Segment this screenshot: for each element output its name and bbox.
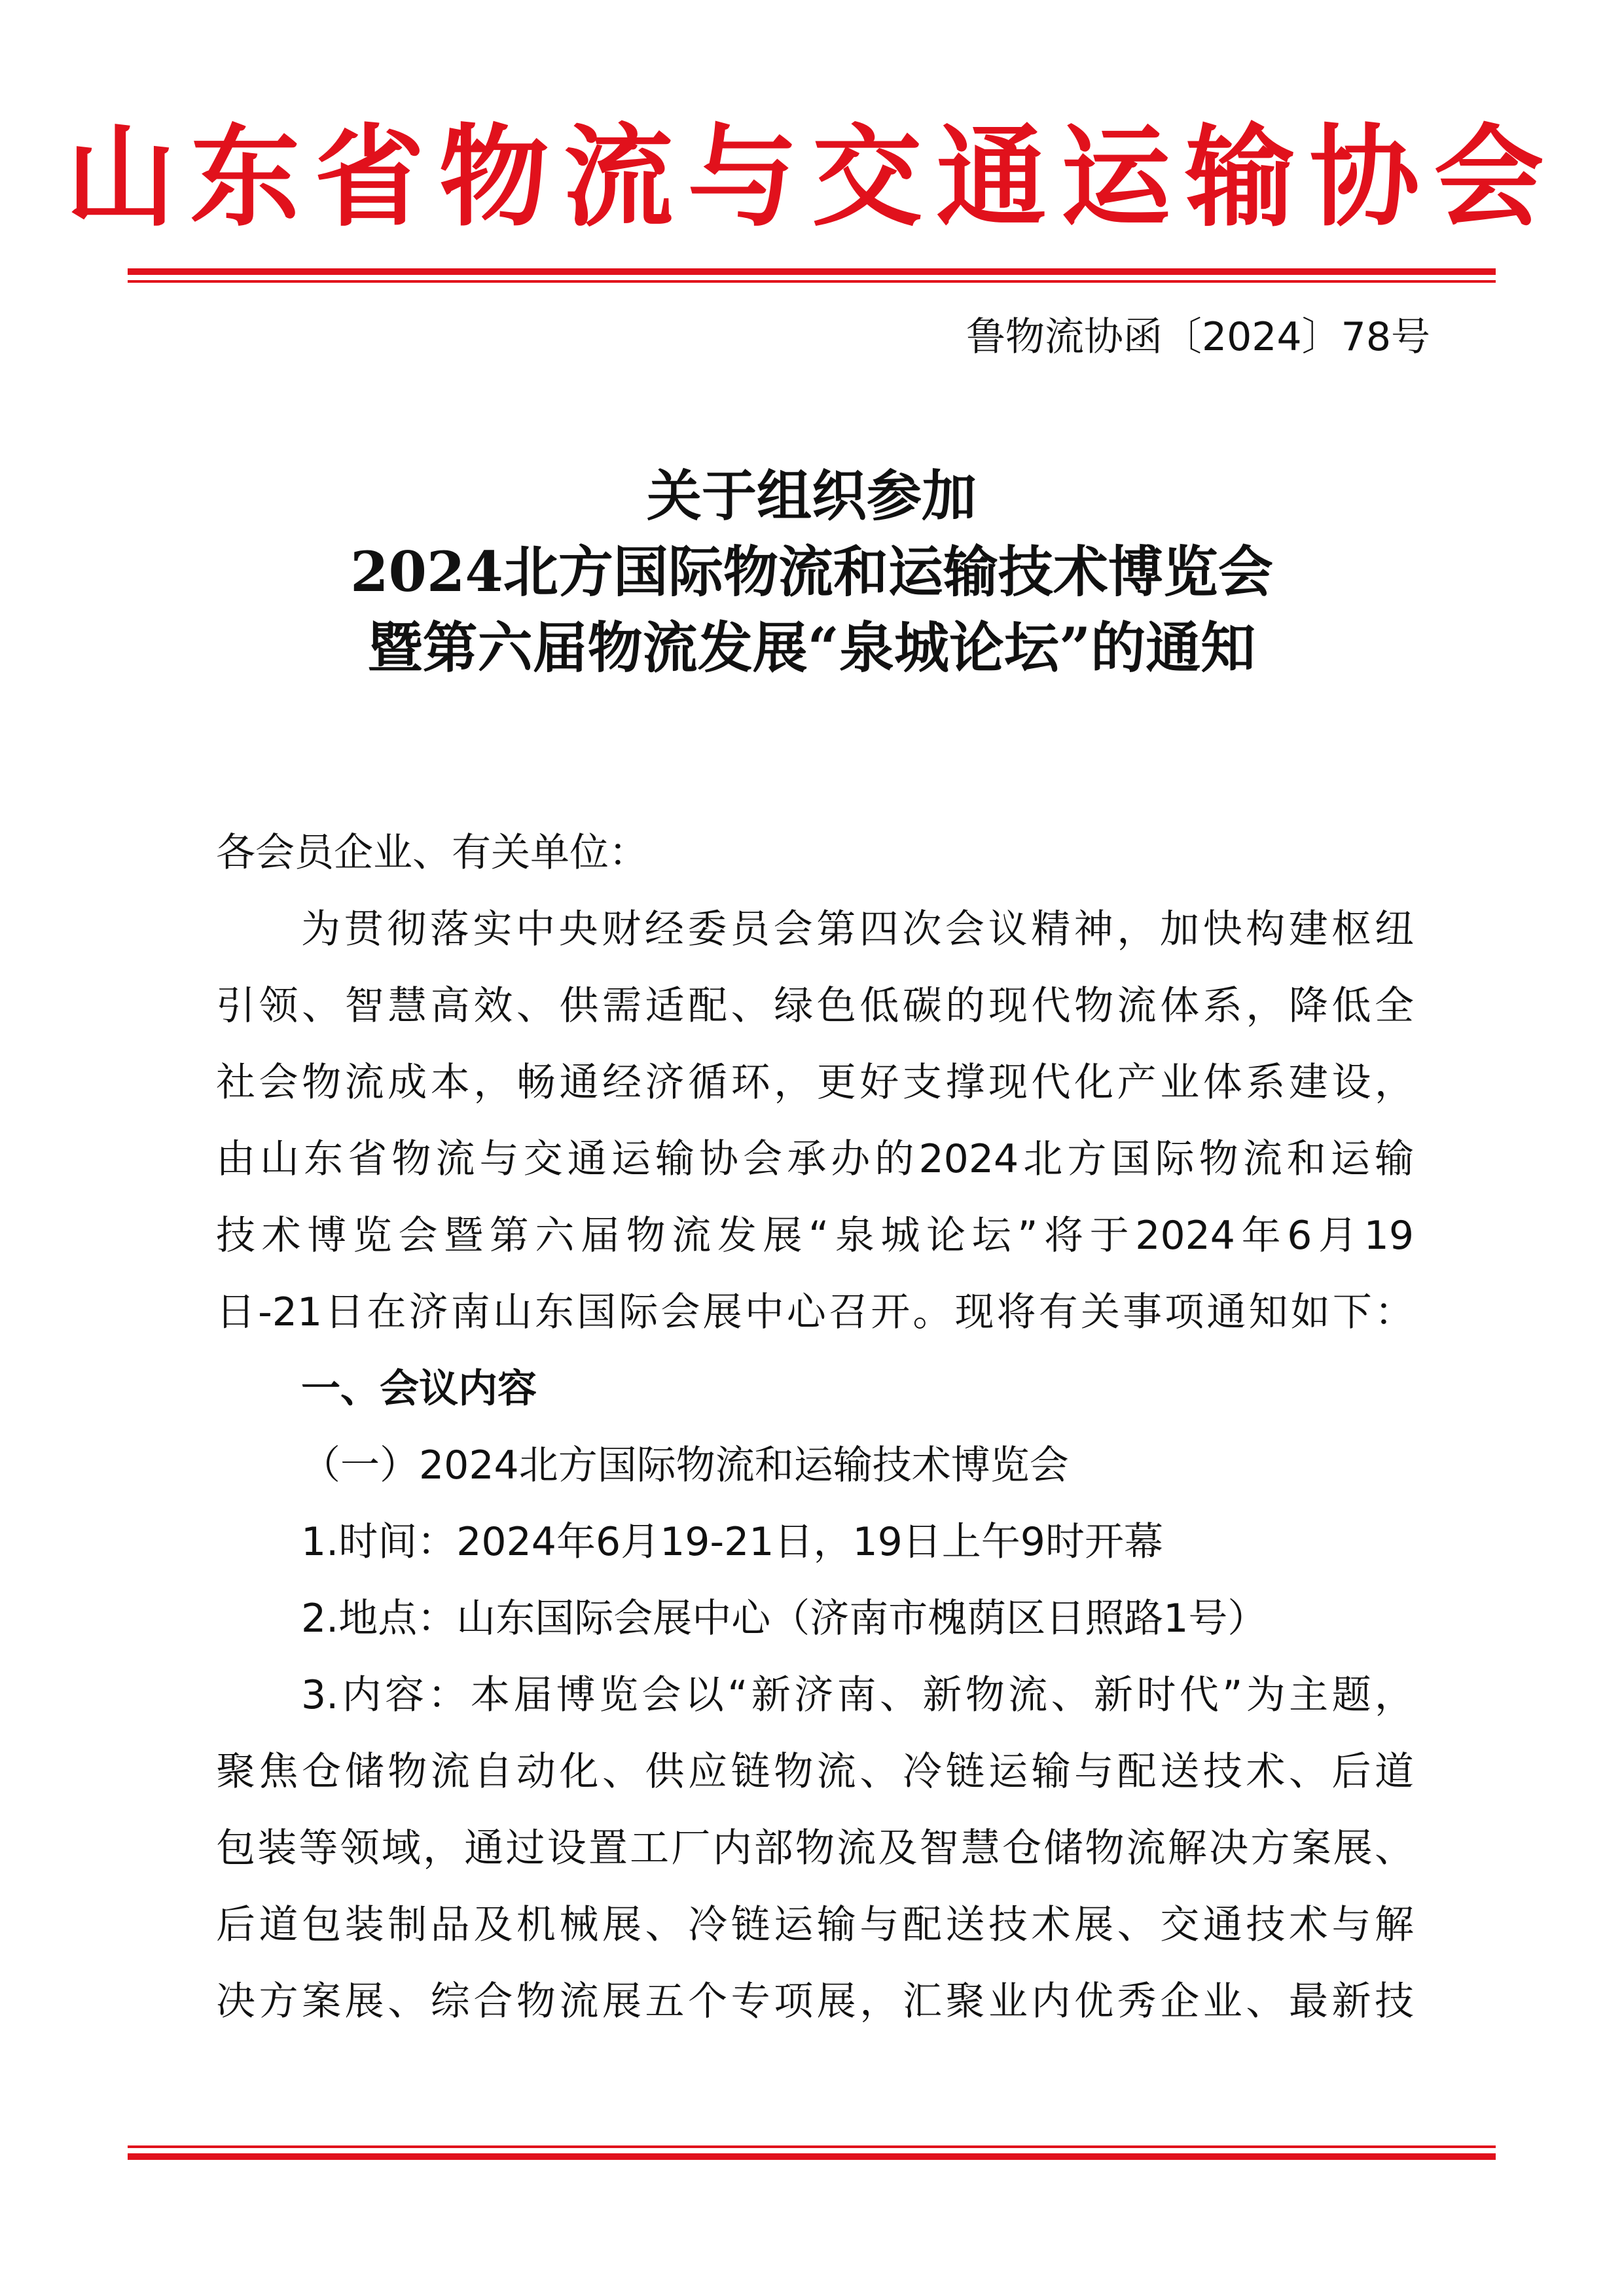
document-number: 鲁物流协函〔2024〕78号 — [965, 314, 1430, 360]
salutation: 各会员企业、有关单位： — [216, 830, 648, 876]
notice-title — [128, 458, 1496, 686]
paragraph-line: 技术博览会暨第六届物流发展“泉城论坛”将于2024年6月19 — [216, 1213, 1414, 1259]
item-content-line: 聚焦仓储物流自动化、供应链物流、冷链运输与配送技术、后道 — [216, 1749, 1414, 1795]
item-content-line: 后道包装制品及机械展、冷链运输与配送技术展、交通技术与解 — [216, 1902, 1414, 1948]
title-line-3: 暨第六届物流发展“泉城论坛”的通知 — [367, 615, 1256, 680]
title-line-1: 关于组织参加 — [646, 463, 977, 528]
paragraph-line: 由山东省物流与交通运输协会承办的2024北方国际物流和运输 — [216, 1136, 1414, 1182]
paragraph-line: 日-21日在济南山东国际会展中心召开。现将有关事项通知如下： — [216, 1289, 1414, 1335]
header-rule-thin — [128, 280, 1496, 283]
section-heading: 一、会议内容 — [301, 1366, 537, 1412]
item-content-line: 包装等领域，通过设置工厂内部物流及智慧仓储物流解决方案展、 — [216, 1825, 1414, 1871]
paragraph-line: 引领、智慧高效、供需适配、绿色低碳的现代物流体系，降低全 — [216, 983, 1414, 1029]
header-rule-thick — [128, 268, 1496, 275]
letterhead-title: 山东省物流与交通运输协会 — [65, 112, 1559, 242]
paragraph-line: 为贯彻落实中央财经委员会第四次会议精神，加快构建枢纽 — [301, 906, 1414, 952]
subsection-heading: （一）2024北方国际物流和运输技术博览会 — [301, 1443, 1069, 1488]
title-line-2: 2024北方国际物流和运输技术博览会 — [350, 539, 1273, 604]
notice-body — [216, 815, 1414, 2040]
paragraph-line: 社会物流成本，畅通经济循环，更好支撑现代化产业体系建设， — [216, 1060, 1414, 1105]
footer-rule-thick — [128, 2153, 1496, 2160]
item-location: 2.地点：山东国际会展中心（济南市槐荫区日照路1号） — [301, 1596, 1267, 1641]
footer-rule-thin — [128, 2145, 1496, 2148]
item-time: 1.时间：2024年6月19-21日，19日上午9时开幕 — [301, 1519, 1163, 1565]
item-content-line: 决方案展、综合物流展五个专项展，汇聚业内优秀企业、最新技 — [216, 1979, 1414, 2024]
item-content-line: 3.内容：本届博览会以“新济南、新物流、新时代”为主题， — [301, 1672, 1414, 1718]
